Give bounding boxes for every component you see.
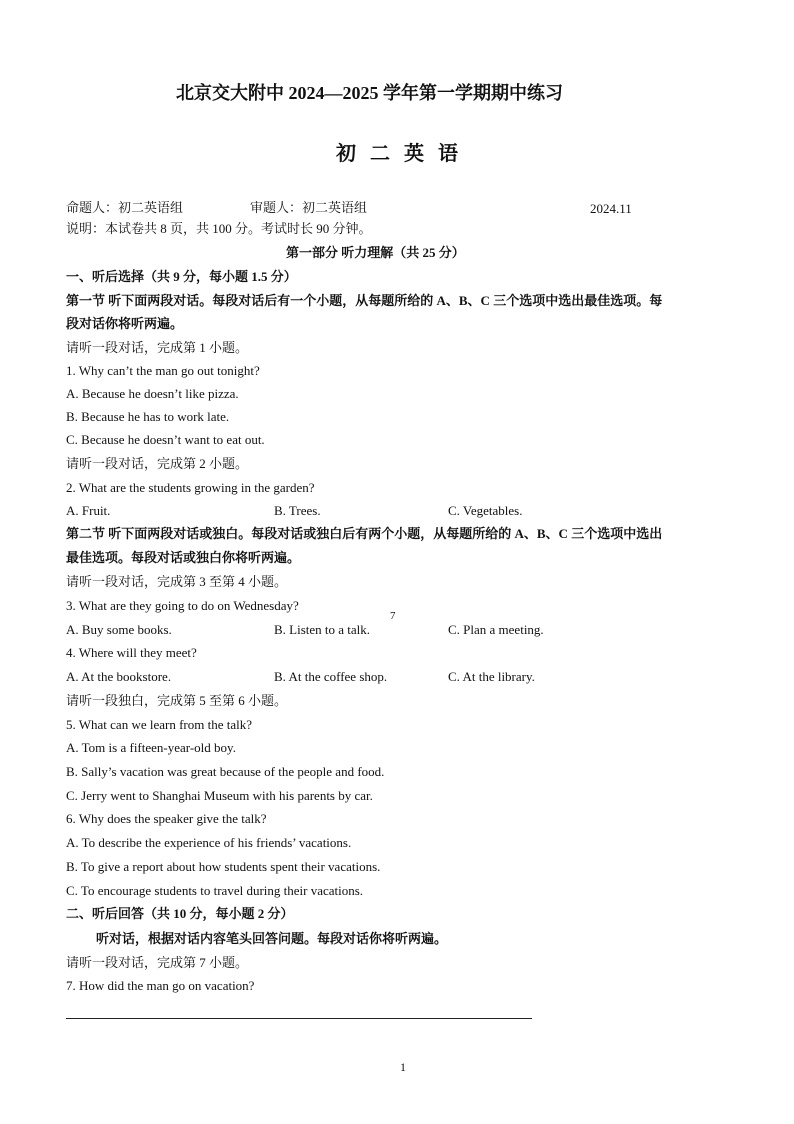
question-4-option-a: A. At the bookstore. — [66, 669, 172, 684]
question-3-option-a: A. Buy some books. — [66, 622, 172, 637]
listening-prompt: 请听一段对话，完成第 7 小题。 — [66, 955, 249, 970]
question-1-option-a: A. Because he doesn’t like pizza. — [66, 386, 239, 401]
question-6-stem: 6. Why does the speaker give the talk? — [66, 811, 267, 826]
question-3-option-b: B. Listen to a talk. — [274, 622, 371, 637]
question-5-stem: 5. What can we learn from the talk? — [66, 717, 253, 732]
question-1-option-c: C. Because he doesn’t want to eat out. — [66, 432, 265, 447]
handwritten-mark: 7 — [390, 610, 396, 622]
question-3-option-c: C. Plan a meeting. — [448, 622, 544, 637]
node1-instruction-line2: 段对话你将听两遍。 — [66, 316, 184, 331]
question-1-stem: 1. Why can’t the man go out tonight? — [66, 363, 260, 378]
setter-label: 命题人：初二英语组 — [66, 200, 184, 215]
question-2-option-a: A. Fruit. — [66, 503, 111, 518]
question-5-option-c: C. Jerry went to Shanghai Museum with his parents by car. — [66, 788, 373, 803]
question-5-option-a: A. Tom is a fifteen-year-old boy. — [66, 740, 236, 755]
question-4-stem: 4. Where will they meet? — [66, 645, 197, 660]
section2-instruction: 听对话，根据对话内容笔头回答问题。每段对话你将听两遍。 — [96, 931, 448, 946]
exam-date: 2024.11 — [590, 201, 632, 216]
instructions: 说明：本试卷共 8 页，共 100 分。考试时长 90 分钟。 — [66, 221, 372, 236]
question-4-option-c: C. At the library. — [448, 669, 535, 684]
question-4-option-b: B. At the coffee shop. — [274, 669, 388, 684]
question-6-option-b: B. To give a report about how students spent their vacations. — [66, 859, 381, 874]
question-5-option-b: B. Sally’s vacation was great because of the people and food. — [66, 764, 385, 779]
question-7-stem: 7. How did the man go on vacation? — [66, 978, 255, 993]
part1-title: 第一部分 听力理解（共 25 分） — [286, 245, 465, 260]
question-6-option-c: C. To encourage students to travel during their vacations. — [66, 883, 364, 898]
question-1-option-b: B. Because he has to work late. — [66, 409, 230, 424]
node2-instruction-line1: 第二节 听下面两段对话或独白。每段对话或独白后有两个小题，从每题所给的 A、B、C 三个选项中选出 — [66, 526, 663, 541]
listening-prompt: 请听一段对话，完成第 1 小题。 — [66, 340, 249, 355]
section2-heading: 二、听后回答（共 10 分，每小题 2 分） — [66, 906, 294, 921]
listening-prompt: 请听一段对话，完成第 2 小题。 — [66, 456, 249, 471]
answer-line[interactable] — [66, 1018, 532, 1019]
node2-instruction-line2: 最佳选项。每段对话或独白你将听两遍。 — [66, 550, 301, 565]
question-2-stem: 2. What are the students growing in the garden? — [66, 480, 315, 495]
reviewer-label: 审题人：初二英语组 — [250, 200, 368, 215]
listening-prompt: 请听一段对话，完成第 3 至第 4 小题。 — [66, 574, 288, 589]
question-2-option-b: B. Trees. — [274, 503, 321, 518]
school-title: 北京交大附中 2024—2025 学年第一学期期中练习 — [176, 83, 563, 103]
question-2-option-c: C. Vegetables. — [448, 503, 523, 518]
question-3-stem: 3. What are they going to do on Wednesday? — [66, 598, 299, 613]
listening-prompt: 请听一段独白，完成第 5 至第 6 小题。 — [66, 693, 288, 708]
subject-title: 初二英语 — [336, 143, 472, 165]
node1-instruction-line1: 第一节 听下面两段对话。每段对话后有一个小题，从每题所给的 A、B、C 三个选项中选出最佳选项。每 — [66, 293, 663, 308]
section1-heading: 一、听后选择（共 9 分，每小题 1.5 分） — [66, 269, 297, 284]
page-number: 1 — [400, 1060, 406, 1074]
question-6-option-a: A. To describe the experience of his friends’ vacations. — [66, 835, 352, 850]
